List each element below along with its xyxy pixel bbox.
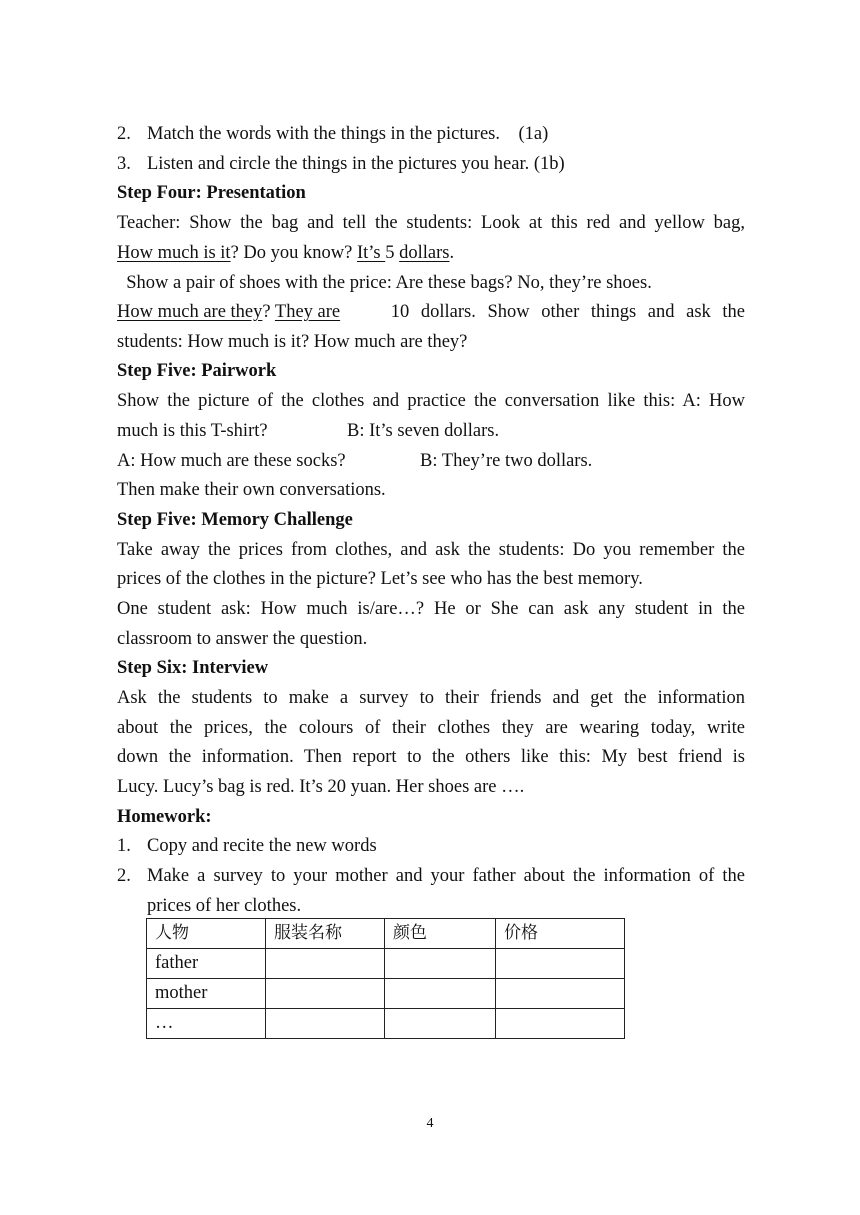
underlined-phrase: How much is it	[117, 243, 231, 263]
list-item-text: Match the words with the things in the pictures. (1a)	[147, 124, 549, 144]
homework-item-continued: prices of her clothes.	[147, 896, 302, 916]
interview-line: down the information. Then report to the others like this: My best friend is	[117, 747, 745, 767]
step-four-line: Teacher: Show the bag and tell the students: Look at this red and yellow bag,	[117, 213, 745, 233]
homework-item: Copy and recite the new words	[147, 836, 377, 856]
step-four-line	[117, 297, 745, 327]
table-row	[147, 949, 625, 979]
step-four-line: students: How much is it? How much are they?	[117, 332, 468, 352]
list-number: 2.	[117, 124, 131, 144]
table-cell	[496, 949, 625, 979]
underlined-phrase: dollars	[399, 243, 450, 263]
page-number: 4	[426, 1116, 434, 1131]
pairwork-line	[117, 416, 745, 446]
table-cell	[266, 979, 385, 1009]
table-cell: father	[147, 949, 266, 979]
table-header-cell: 价格	[496, 919, 625, 949]
table-cell	[496, 1009, 625, 1039]
list-number: 2.	[117, 866, 131, 886]
table-header-cell: 颜色	[385, 919, 496, 949]
underlined-phrase: They are	[274, 302, 341, 322]
table-row	[147, 979, 625, 1009]
table-header-row	[147, 919, 625, 949]
list-number: 1.	[117, 836, 131, 856]
list-item-text: Listen and circle the things in the pictures you hear. (1b)	[147, 154, 565, 174]
text-span: .	[449, 243, 455, 263]
table-cell	[385, 1009, 496, 1039]
memory-line: prices of the clothes in the picture? Let’s see who has the best memory.	[117, 569, 643, 589]
text-span: B: They’re two dollars.	[420, 451, 593, 471]
table-cell: mother	[147, 979, 266, 1009]
table-cell	[266, 1009, 385, 1039]
underlined-phrase: How much are they	[117, 302, 263, 322]
text-span: ? Do you know?	[230, 243, 357, 263]
homework-item: Make a survey to your mother and your father about the information of the	[147, 866, 745, 886]
text-span: A: How much are these socks?	[117, 451, 346, 471]
underlined-phrase: It’s	[356, 243, 386, 263]
step-four-heading: Step Four: Presentation	[117, 183, 306, 203]
text-span: 10 dollars. Show other things and ask the	[390, 302, 745, 322]
interview-line: about the prices, the colours of their clothes they are wearing today, write	[117, 718, 745, 738]
memory-line: classroom to answer the question.	[117, 629, 368, 649]
text-span: much is this T-shirt?	[117, 421, 268, 441]
text-span: ?	[262, 302, 275, 322]
table-cell	[266, 949, 385, 979]
list-number: 3.	[117, 154, 131, 174]
step-four-line	[117, 238, 745, 268]
table-header-cell: 服装名称	[266, 919, 385, 949]
interview-line: Ask the students to make a survey to their friends and get the information	[117, 688, 745, 708]
step-five-pairwork-heading: Step Five: Pairwork	[117, 361, 277, 381]
homework-heading: Homework:	[117, 807, 212, 827]
pairwork-line: Then make their own conversations.	[117, 480, 386, 500]
text-span: 5	[385, 243, 400, 263]
step-six-heading: Step Six: Interview	[117, 658, 269, 678]
table-cell	[385, 949, 496, 979]
table-cell: …	[147, 1009, 266, 1039]
survey-table	[146, 918, 625, 1039]
pairwork-line	[117, 446, 745, 476]
text-span: B: It’s seven dollars.	[347, 421, 500, 441]
interview-line: Lucy. Lucy’s bag is red. It’s 20 yuan. Her shoes are ….	[117, 777, 525, 797]
step-four-line: Show a pair of shoes with the price: Are these bags? No, they’re shoes.	[117, 273, 652, 293]
table-row	[147, 1009, 625, 1039]
table-header-cell: 人物	[147, 919, 266, 949]
table-cell	[496, 979, 625, 1009]
table-cell	[385, 979, 496, 1009]
memory-line: Take away the prices from clothes, and ask the students: Do you remember the	[117, 540, 745, 560]
memory-line: One student ask: How much is/are…? He or She can ask any student in the	[117, 599, 745, 619]
memory-challenge-heading: Step Five: Memory Challenge	[117, 510, 353, 530]
pairwork-line: Show the picture of the clothes and practice the conversation like this: A: How	[117, 391, 745, 411]
